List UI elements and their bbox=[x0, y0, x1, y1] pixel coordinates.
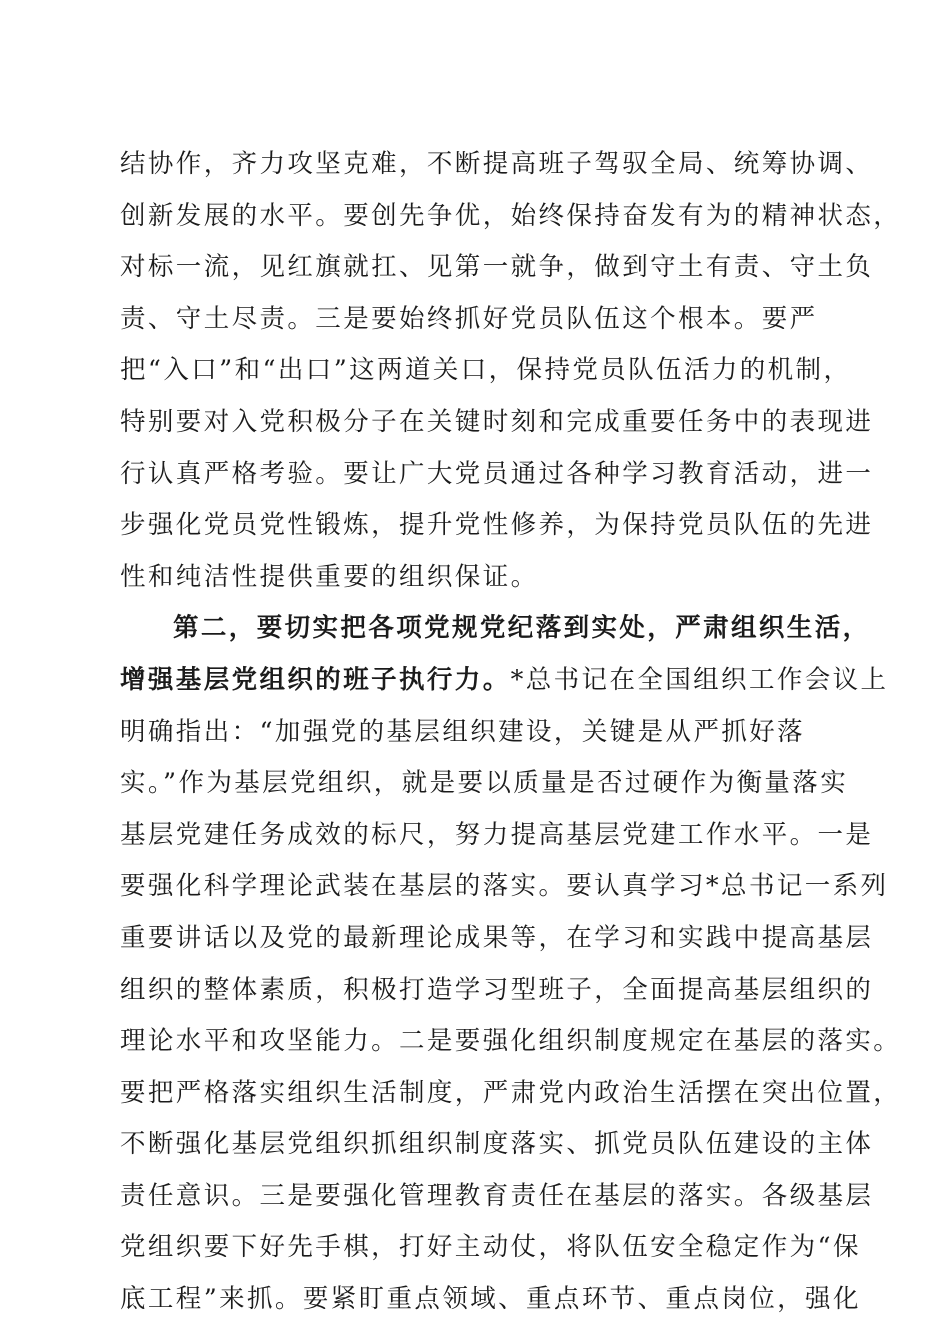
bold-heading-text: 第二，要切实把各项党规党纪落到实处，严肃组织生活， bbox=[173, 613, 871, 644]
body-text-segment: 责、守土尽责。三是要始终抓好党员队伍这个根本。要严 bbox=[120, 303, 818, 334]
bold-heading-text: 增强基层党组织的班子执行力。 bbox=[120, 664, 511, 695]
body-text-segment: 结协作，齐力攻坚克难，不断提高班子驾驭全局、统筹协调、 bbox=[120, 149, 874, 179]
text-line bbox=[120, 655, 889, 707]
body-text-segment: 责任意识。三是要强化管理教育责任在基层的落实。各级基层 bbox=[120, 1180, 874, 1211]
text-line bbox=[120, 191, 902, 243]
body-text-segment: 基层党建任务成效的标尺，努力提高基层党建工作水平。一是 bbox=[120, 819, 874, 850]
text-line bbox=[120, 552, 850, 604]
text-line bbox=[120, 861, 889, 913]
text-line bbox=[120, 707, 850, 759]
paragraph-first-line bbox=[120, 603, 871, 655]
text-line bbox=[120, 758, 850, 810]
body-text-segment: 行认真严格考验。要让广大党员通过各种学习教育活动，进一 bbox=[120, 458, 874, 489]
body-text-segment: 组织的整体素质，积极打造学习型班子，全面提高基层组织的 bbox=[120, 974, 874, 1005]
body-text-segment: 步强化党员党性锻炼，提升党性修养，为保持党员队伍的先进 bbox=[120, 510, 874, 541]
text-line bbox=[120, 965, 874, 1017]
text-line bbox=[120, 1222, 861, 1274]
body-text-segment: 对标一流，见红旗就扛、见第一就争，做到守土有责、守土负 bbox=[120, 252, 874, 283]
body-text-segment: 创新发展的水平。要创先争优，始终保持奋发有为的精神状态， bbox=[120, 200, 902, 231]
text-line bbox=[120, 1119, 874, 1171]
body-text-segment: 把“入口”和“出口”这两道关口，保持党员队伍活力的机制， bbox=[120, 355, 852, 386]
body-text-segment: 明确指出：“加强党的基层组织建设，关键是从严抓好落 bbox=[120, 716, 806, 747]
body-text-segment: 要强化科学理论武装在基层的落实。要认真学习*总书记一系列 bbox=[120, 871, 889, 902]
body-text-segment: 不断强化基层党组织抓组织制度落实、抓党员队伍建设的主体 bbox=[120, 1129, 874, 1160]
text-line bbox=[120, 242, 874, 294]
text-line bbox=[120, 294, 850, 346]
document-body-text bbox=[120, 139, 902, 1326]
text-line bbox=[120, 1016, 902, 1068]
text-line bbox=[120, 1274, 861, 1326]
text-line bbox=[120, 810, 874, 862]
text-line bbox=[120, 139, 874, 191]
text-line bbox=[120, 345, 850, 397]
text-line bbox=[120, 913, 874, 965]
text-line bbox=[120, 1068, 902, 1120]
body-text-segment: *总书记在全国组织工作会议上 bbox=[510, 664, 889, 695]
body-text-segment: 实。”作为基层党组织，就是要以质量是否过硬作为衡量落实 bbox=[120, 768, 849, 799]
body-text-segment: 理论水平和攻坚能力。二是要强化组织制度规定在基层的落实。 bbox=[120, 1026, 902, 1057]
body-text-segment: 底工程”来抓。要紧盯重点领域、重点环节、重点岗位，强化 bbox=[120, 1284, 861, 1315]
text-line bbox=[120, 449, 874, 501]
body-text-segment: 特别要对入党积极分子在关键时刻和完成重要任务中的表现进 bbox=[120, 406, 874, 437]
text-line bbox=[120, 397, 874, 449]
body-text-segment: 重要讲话以及党的最新理论成果等，在学习和实践中提高基层 bbox=[120, 922, 874, 953]
body-text-segment: 要把严格落实组织生活制度，严肃党内政治生活摆在突出位置， bbox=[120, 1077, 902, 1108]
body-text-segment: 党组织要下好先手棋，打好主动仗，将队伍安全稳定作为“保 bbox=[120, 1232, 861, 1263]
text-line bbox=[120, 1171, 874, 1223]
text-line bbox=[120, 500, 874, 552]
body-text-segment: 性和纯洁性提供重要的组织保证。 bbox=[120, 561, 539, 592]
